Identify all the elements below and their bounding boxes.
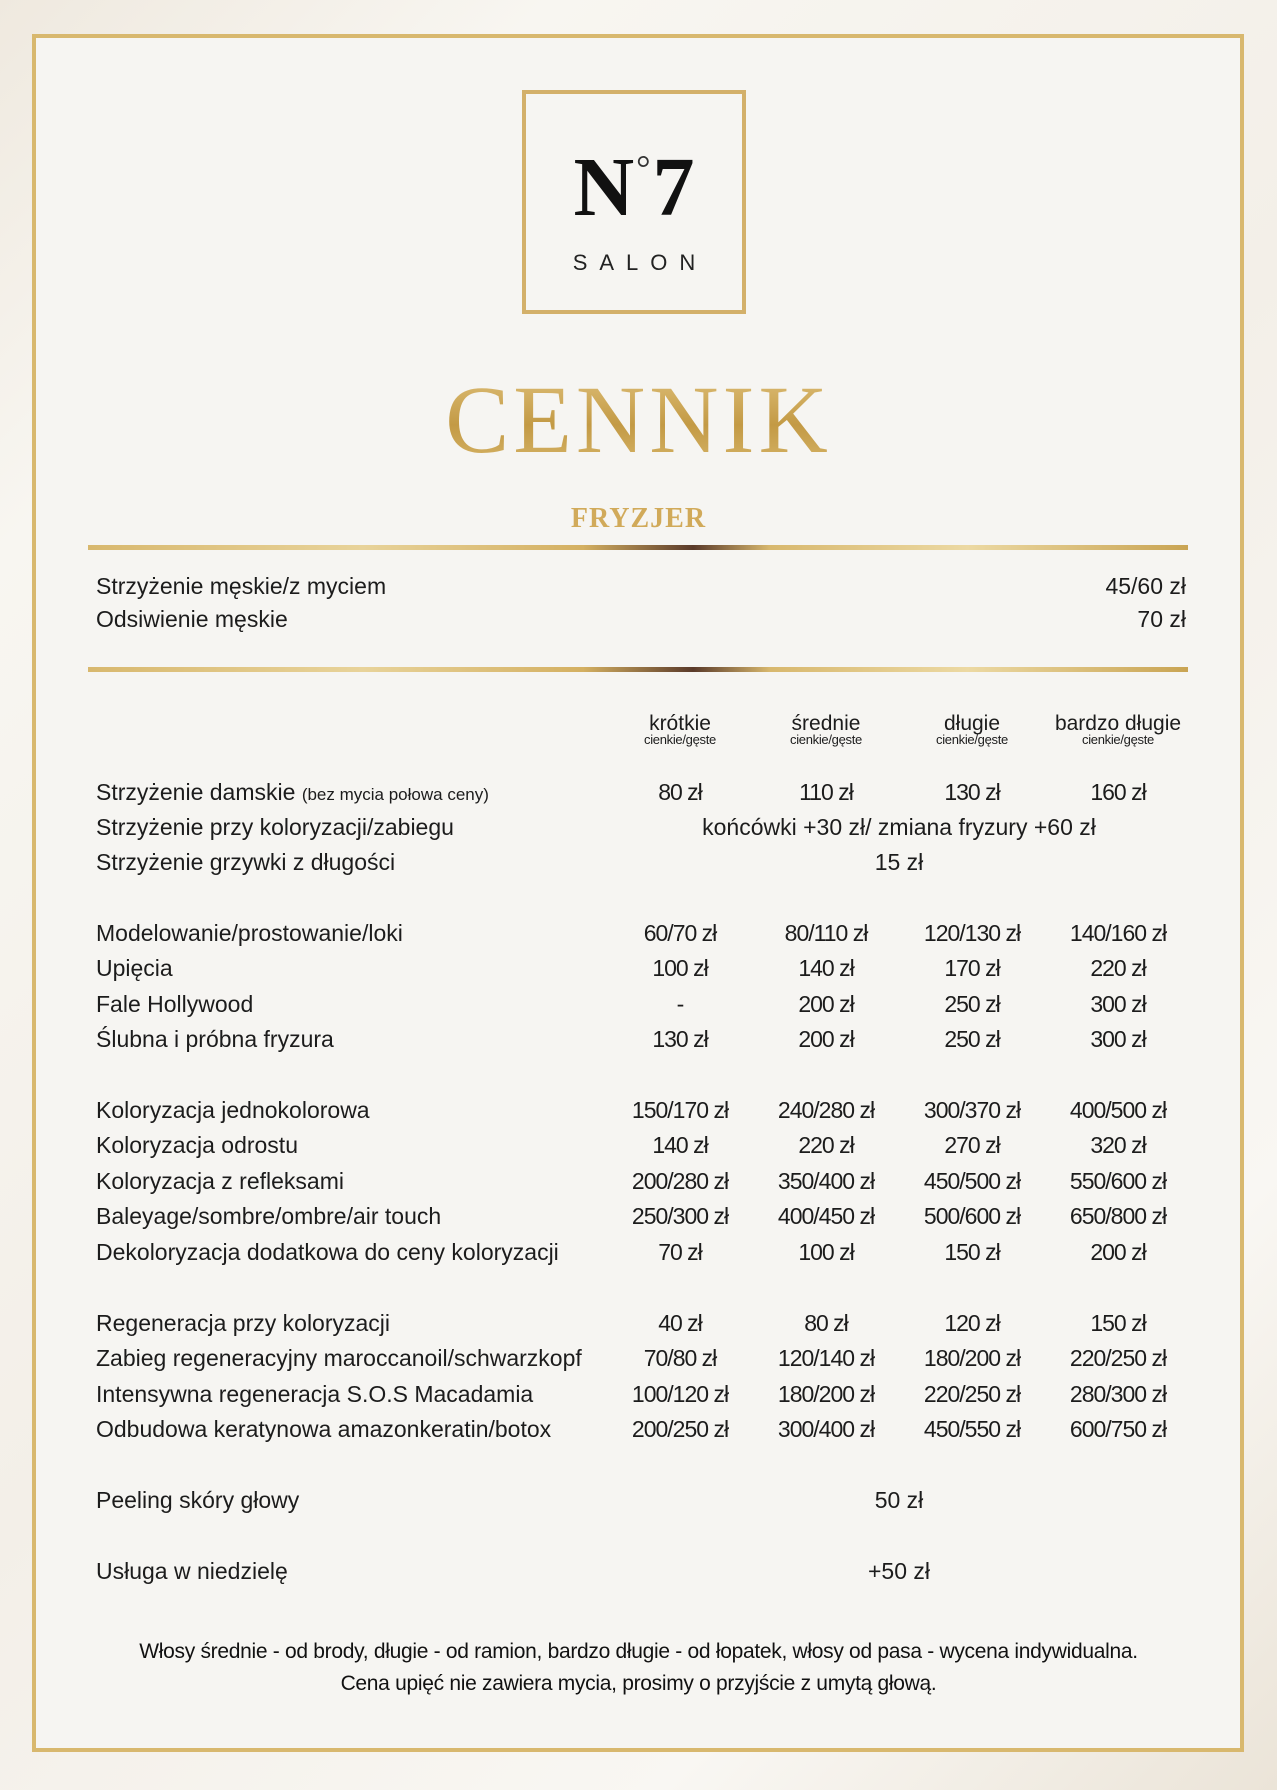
price-medium: 350/400 zł: [777, 1168, 875, 1194]
price-short: 100 zł: [652, 955, 708, 981]
price-long: 130 zł: [944, 779, 1000, 805]
service-label: Intensywna regeneracja S.O.S Macadamia: [96, 1381, 534, 1407]
column-name: średnie: [791, 712, 861, 735]
price-long: 300/370 zł: [923, 1097, 1021, 1123]
table-row: [96, 1413, 1186, 1445]
price-short: 70/80 zł: [643, 1345, 717, 1371]
price-medium: 80/110 zł: [784, 920, 868, 946]
service-label: Koloryzacja jednokolorowa: [96, 1097, 370, 1123]
price-very-long: 150 zł: [1090, 1310, 1146, 1336]
price-very-long: 650/800 zł: [1069, 1203, 1167, 1229]
price-very-long: 280/300 zł: [1069, 1381, 1167, 1407]
price-long: 220/250 zł: [923, 1381, 1021, 1407]
service-label: Upięcia: [96, 955, 173, 981]
table-row: [96, 1236, 1186, 1268]
price-long: 150 zł: [944, 1239, 1000, 1265]
footnote-updo: Cena upięć nie zawiera mycia, prosimy o przyjście z umytą głową.: [340, 1672, 937, 1695]
price-short: 80 zł: [658, 779, 702, 805]
price-very-long: 160 zł: [1090, 779, 1146, 805]
column-subtitle: cienkie/gęste: [936, 732, 1008, 747]
price-medium: 220 zł: [798, 1132, 854, 1158]
table-row: [96, 846, 1186, 878]
service-label: Strzyżenie przy koloryzacji/zabiegu: [96, 814, 454, 840]
service-label: Ślubna i próbna fryzura: [96, 1026, 334, 1052]
service-name: Strzyżenie damskie: [96, 779, 296, 805]
table-row: [96, 988, 1186, 1020]
price-medium: 300/400 zł: [777, 1416, 875, 1442]
column-header-very-long: [1038, 712, 1198, 747]
service-price: 70 zł: [1137, 606, 1186, 632]
price-short: 40 zł: [658, 1310, 702, 1336]
list-item: [96, 570, 1186, 602]
price-medium: 110 zł: [799, 779, 853, 805]
table-row: [96, 1200, 1186, 1232]
price-all: 15 zł: [874, 849, 924, 875]
price-medium: 140 zł: [798, 955, 854, 981]
price-long: 500/600 zł: [923, 1203, 1021, 1229]
price-very-long: 320 zł: [1090, 1132, 1146, 1158]
price-short: 100/120 zł: [631, 1381, 729, 1407]
table-row: [96, 1094, 1186, 1126]
logo-number: 7: [652, 141, 695, 234]
table-row: [96, 1165, 1186, 1197]
column-header-medium: [746, 712, 906, 747]
price-long: 250 zł: [944, 991, 1000, 1017]
price-long: 450/550 zł: [923, 1416, 1021, 1442]
price-medium: 180/200 zł: [777, 1381, 875, 1407]
service-label: Dekoloryzacja dodatkowa do ceny koloryzacji: [96, 1239, 559, 1265]
table-row: [96, 917, 1186, 949]
service-note: (bez mycia połowa ceny): [301, 785, 489, 804]
service-label: Fale Hollywood: [96, 991, 254, 1017]
table-row: [96, 1307, 1186, 1339]
service-label: [96, 776, 489, 811]
price-very-long: 200 zł: [1090, 1239, 1146, 1265]
column-header-long: [892, 712, 1052, 747]
service-label: Koloryzacja z refleksami: [96, 1168, 344, 1194]
column-name: krótkie: [649, 712, 711, 735]
service-label: Koloryzacja odrostu: [96, 1132, 298, 1158]
price-medium: 80 zł: [804, 1310, 848, 1336]
column-name: bardzo długie: [1054, 712, 1182, 735]
price-medium: 240/280 zł: [777, 1097, 875, 1123]
table-row: [96, 811, 1186, 843]
price-short: 150/170 zł: [631, 1097, 729, 1123]
page-title: CENNIK: [0, 364, 1277, 475]
price-all: 50 zł: [874, 1487, 924, 1513]
price-very-long: 140/160 zł: [1069, 920, 1167, 946]
service-label: Baleyage/sombre/ombre/air touch: [96, 1203, 442, 1229]
price-short: 70 zł: [658, 1239, 702, 1265]
price-very-long: 300 zł: [1090, 1026, 1146, 1052]
list-item: [96, 603, 1186, 635]
salon-logo: [522, 90, 746, 314]
table-row: [96, 952, 1186, 984]
price-short: 60/70 zł: [643, 920, 717, 946]
price-very-long: 220 zł: [1090, 955, 1146, 981]
logo-subtitle: SALON: [572, 250, 708, 275]
service-label: Modelowanie/prostowanie/loki: [96, 920, 403, 946]
price-short: 200/250 zł: [631, 1416, 729, 1442]
price-short: 130 zł: [652, 1026, 708, 1052]
price-long: 270 zł: [944, 1132, 1000, 1158]
service-label: Strzyżenie grzywki z długości: [96, 849, 396, 875]
column-subtitle: cienkie/gęste: [790, 732, 862, 747]
price-all: +50 zł: [867, 1558, 930, 1584]
service-label: Zabieg regeneracyjny maroccanoil/schwarzkopf: [96, 1345, 582, 1371]
price-long: 170 zł: [944, 955, 1000, 981]
table-row: [96, 1342, 1186, 1374]
price-long: 120 zł: [944, 1310, 1000, 1336]
price-medium: 120/140 zł: [777, 1345, 875, 1371]
logo-letter: N: [573, 141, 635, 234]
price-long: 250 zł: [944, 1026, 1000, 1052]
table-row: [96, 1555, 1186, 1587]
table-row: [96, 1484, 1186, 1516]
table-row: [96, 1023, 1186, 1055]
table-row: [96, 1378, 1186, 1410]
column-name: długie: [943, 712, 1001, 735]
price-very-long: 300 zł: [1090, 991, 1146, 1017]
price-long: 120/130 zł: [923, 920, 1021, 946]
service-label: Odbudowa keratynowa amazonkeratin/botox: [96, 1416, 552, 1442]
price-short: -: [676, 991, 684, 1017]
logo-mark: [573, 141, 695, 234]
footnote-hair-length: Włosy średnie - od brody, długie - od ramion, bardzo długie - od łopatek, włosy od pasa - wycena indywidualna.: [139, 1640, 1138, 1663]
price-short: 250/300 zł: [631, 1203, 729, 1229]
table-row: [96, 1129, 1186, 1161]
logo-degree: °: [636, 148, 651, 188]
column-subtitle: cienkie/gęste: [1082, 732, 1154, 747]
price-long: 180/200 zł: [923, 1345, 1021, 1371]
price-very-long: 600/750 zł: [1069, 1416, 1167, 1442]
column-header-short: [600, 712, 760, 747]
column-subtitle: cienkie/gęste: [644, 732, 716, 747]
price-very-long: 550/600 zł: [1069, 1168, 1167, 1194]
divider-top: [88, 545, 1188, 550]
price-medium: 200 zł: [798, 991, 854, 1017]
price-very-long: 400/500 zł: [1069, 1097, 1167, 1123]
price-short: 200/280 zł: [631, 1168, 729, 1194]
section-title: FRYZJER: [570, 503, 707, 534]
price-medium: 400/450 zł: [777, 1203, 875, 1229]
service-label: Strzyżenie męskie/z myciem: [96, 573, 387, 599]
divider-middle: [88, 667, 1188, 672]
service-label: Odsiwienie męskie: [96, 606, 288, 632]
price-medium: 200 zł: [798, 1026, 854, 1052]
service-label: Usługa w niedzielę: [96, 1558, 288, 1584]
price-short: 140 zł: [652, 1132, 708, 1158]
service-price: 45/60 zł: [1105, 573, 1186, 599]
price-medium: 100 zł: [798, 1239, 854, 1265]
service-label: Regeneracja przy koloryzacji: [96, 1310, 391, 1336]
table-row: [96, 776, 1186, 808]
price-long: 450/500 zł: [923, 1168, 1021, 1194]
price-very-long: 220/250 zł: [1069, 1345, 1167, 1371]
price-all: końcówki +30 zł/ zmiana fryzury +60 zł: [702, 814, 1096, 840]
service-label: Peeling skóry głowy: [96, 1487, 300, 1513]
